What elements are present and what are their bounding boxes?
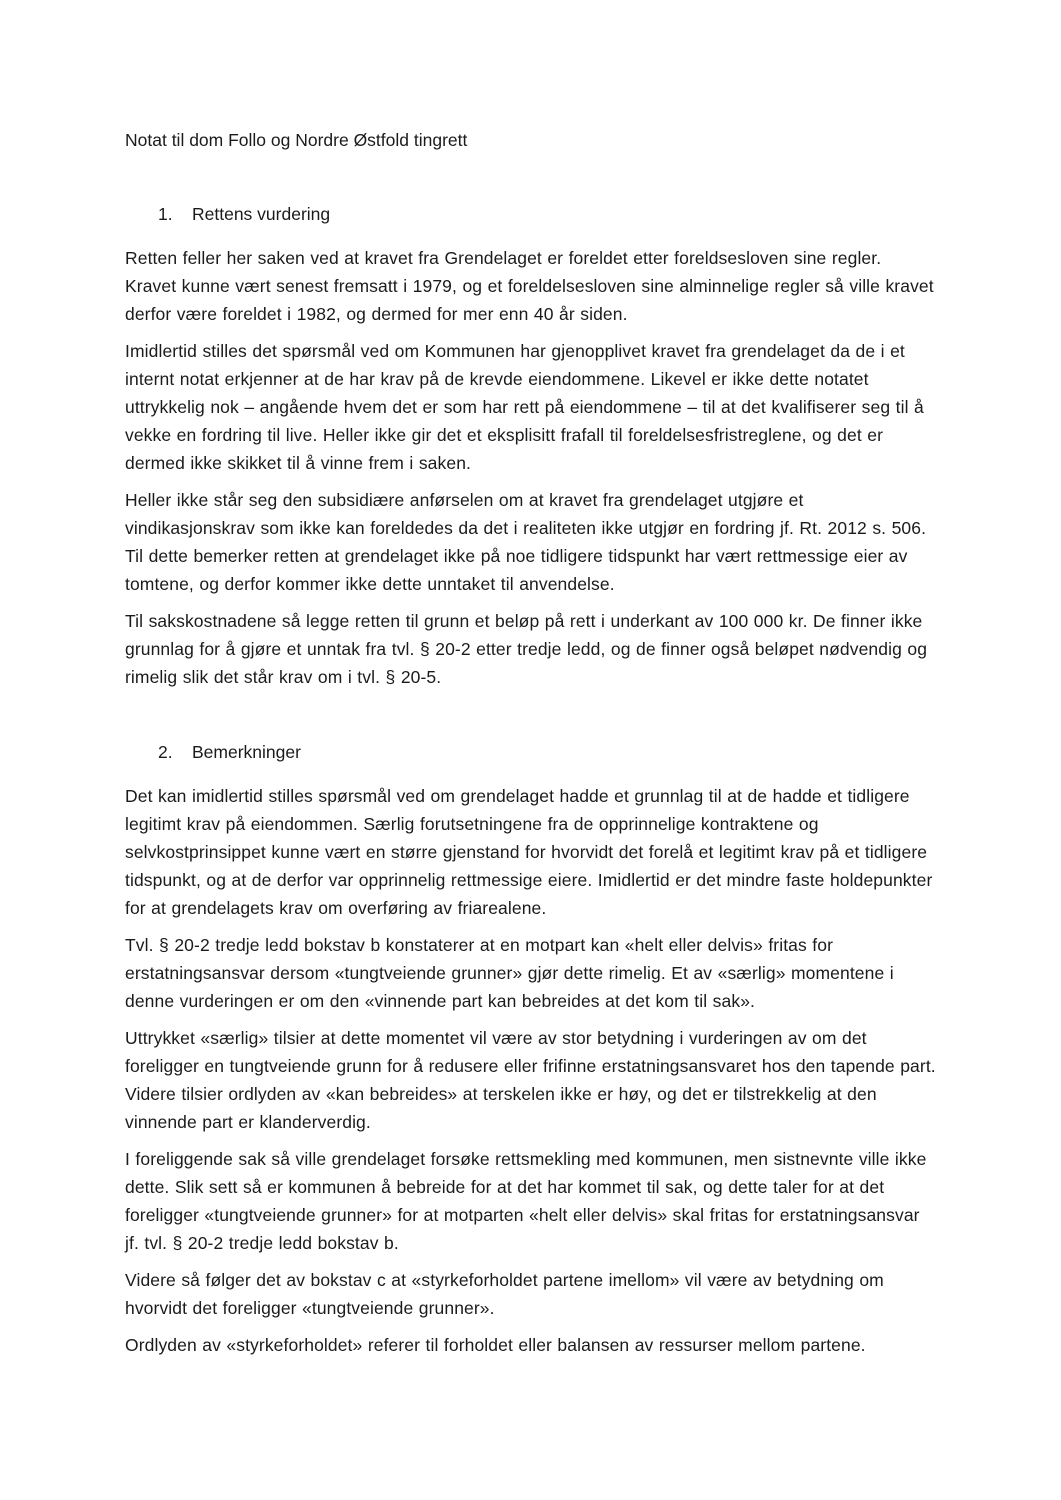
section-1-heading [125, 200, 937, 228]
paragraph: Videre så følger det av bokstav c at «styrkeforholdet partene imellom» vil være av betydning om hvorvidt det foreligger «tungtveiende grunner». [125, 1270, 884, 1318]
paragraph: I foreliggende sak så ville grendelaget forsøke rettsmekling med kommunen, men sistnevnte ville ikke dette. Slik sett så er kommunen å bebreide for at det har kommet til sak, og dette taler for at det foreligger «tungtveiende grunner» for at motparten «helt eller delvis» skal fritas for erstatningsansvar jf. tvl. § 20-2 tredje ledd bokstav b. [125, 1149, 927, 1253]
paragraph: Til sakskostnadene så legge retten til grunn et beløp på rett i underkant av 100 000 kr. De finner ikke grunnlag for å gjøre et unntak fra tvl. § 20-2 etter tredje ledd, og de finner også beløpet nødvendig og rimelig slik det står krav om i tvl. § 20-5. [125, 611, 928, 687]
paragraph: Retten feller her saken ved at kravet fra Grendelaget er foreldet etter foreldsesloven sine regler. Kravet kunne vært senest fremsatt i 1979, og et foreldelsesloven sine alminnelige regler så ville kravet derfor være foreldet i 1982, og dermed for mer enn 40 år siden. [125, 248, 934, 324]
paragraph: Tvl. § 20-2 tredje ledd bokstav b konstaterer at en motpart kan «helt eller delvis» fritas for erstatningsansvar dersom «tungtveiende grunner» gjør dette rimelig. Et av «særlig» momentene i denne vurderingen er om den «vinnende part kan bebreides at det kom til sak». [125, 935, 894, 1011]
paragraph: Heller ikke står seg den subsidiære anførselen om at kravet fra grendelaget utgjøre et vindikasjonskrav som ikke kan foreldedes da det i realiteten ikke utgjør en fordring jf. Rt. 2012 s. 506. Til dette bemerker retten at grendelaget ikke på noe tidligere tidspunkt har vært rettmessige eier av tomtene, og derfor kommer ikke dette unntaket til anvendelse. [125, 490, 927, 594]
section-2-heading [125, 738, 937, 766]
paragraph: Uttrykket «særlig» tilsier at dette momentet vil være av stor betydning i vurderingen av om det foreligger en tungtveiende grunn for å redusere eller frifinne erstatningsansvaret hos den tapende part. Videre tilsier ordlyden av «kan bebreides» at terskelen ikke er høy, og det er tilstrekkelig at den vinnende part er klanderverdig. [125, 1028, 936, 1132]
paragraph: Ordlyden av «styrkeforholdet» referer til forholdet eller balansen av ressurser mellom partene. [125, 1335, 866, 1355]
document-title: Notat til dom Follo og Nordre Østfold tingrett [125, 130, 468, 150]
paragraph: Det kan imidlertid stilles spørsmål ved om grendelaget hadde et grunnlag til at de hadde et tidligere legitimt krav på eiendommen. Særlig forutsetningene fra de opprinnelige kontraktene og selvkostprinsippet kunne vært en større gjenstand for hvorvidt det forelå et legitimt krav på et tidligere tidspunkt, og at de derfor var opprinnelig rettmessige eiere. Imidlertid er det mindre faste holdepunkter for at grendelagets krav om overføring av friarealene. [125, 786, 933, 918]
section-2-heading-label: Bemerkninger [192, 742, 301, 762]
section-1-heading-label: Rettens vurdering [192, 204, 331, 224]
section-2-number: 2. [158, 742, 173, 762]
section-1-number: 1. [158, 204, 173, 224]
paragraph: Imidlertid stilles det spørsmål ved om Kommunen har gjenopplivet kravet fra grendelaget da de i et internt notat erkjenner at de har krav på de krevde eiendommene. Likevel er ikke dette notatet uttrykkelig nok – angående hvem det er som har rett på eiendommene – til at det kvalifiserer seg til å vekke en fordring til live. Heller ikke gir det et eksplisitt frafall til foreldelsesfristreglene, og det er dermed ikke skikket til å vinne frem i saken. [125, 341, 924, 473]
